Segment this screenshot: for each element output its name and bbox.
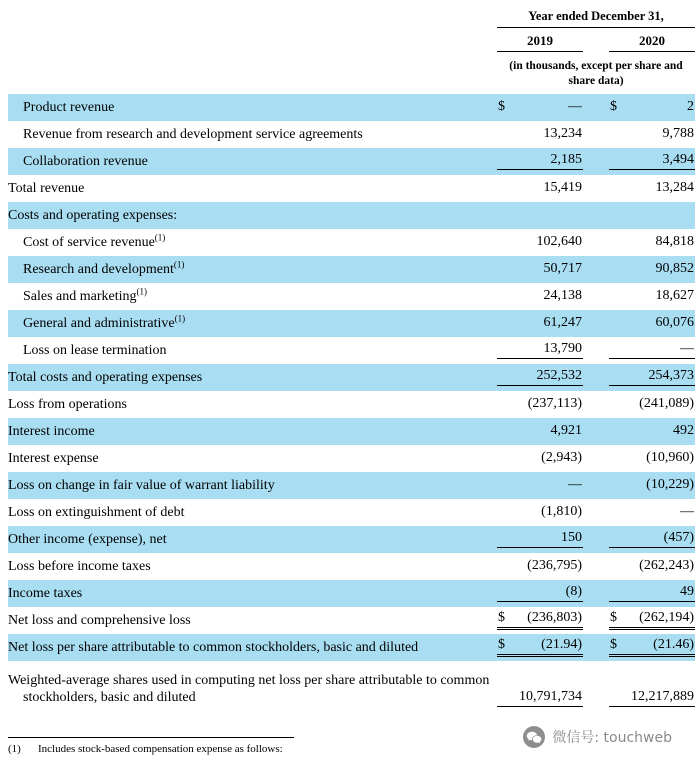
row-label: Cost of service revenue$^{(1)}$	[23, 231, 166, 250]
row-label: Total costs and operating expenses	[8, 369, 203, 385]
value: (262,194)	[639, 610, 694, 626]
value: (457)	[663, 530, 694, 546]
value: —	[568, 476, 582, 492]
value: 10,791,734	[519, 688, 582, 704]
value-cell-2020	[609, 584, 695, 602]
value: (10,960)	[646, 449, 694, 465]
year-column-2019: 2019	[497, 28, 583, 52]
table-row	[8, 445, 695, 472]
value: (236,803)	[527, 610, 582, 626]
value-cell-2019	[497, 341, 583, 359]
value-cell-2020	[609, 530, 695, 548]
value: 492	[673, 422, 694, 438]
value: (21.94)	[541, 637, 582, 653]
value-cell-2019	[497, 288, 583, 305]
value-cell-2019	[497, 315, 583, 332]
value-cell-2019	[497, 152, 583, 170]
value: 254,373	[648, 368, 694, 384]
table-header	[497, 4, 695, 89]
value: 2,185	[550, 152, 582, 168]
watermark-text: 微信号: touchweb	[552, 730, 672, 746]
footnote-ref: (1)	[136, 285, 148, 296]
value: 84,818	[655, 233, 694, 249]
row-label: Loss from operations	[8, 396, 127, 412]
value: 15,419	[543, 179, 582, 195]
value: 24,138	[543, 287, 582, 303]
dollar-sign: $	[498, 98, 505, 114]
value-cell-2019	[497, 610, 583, 630]
table-row	[8, 634, 695, 661]
period-label: Year ended December 31,	[528, 9, 664, 23]
value-cell-2019	[497, 234, 583, 251]
table-row	[8, 229, 695, 256]
footnote-text: Includes stock-based compensation expense as follows:	[38, 742, 283, 755]
footnote-ref: (1)	[173, 258, 185, 269]
table-row	[8, 121, 695, 148]
value: (10,229)	[646, 476, 694, 492]
value-cell-2019	[497, 368, 583, 386]
table-row	[8, 526, 695, 553]
period-header	[497, 4, 695, 28]
table-row	[8, 202, 695, 229]
value-cell-2020	[609, 610, 695, 630]
row-label: Collaboration revenue	[23, 153, 148, 169]
row-label: Net loss per share attributable to common stockholders, basic and diluted	[8, 639, 419, 655]
units-note: (in thousands, except per share and share data)	[509, 60, 683, 87]
footnote-ref: (1)	[154, 231, 166, 242]
row-label: Income taxes	[8, 585, 83, 601]
value: 150	[561, 530, 582, 546]
table-row	[8, 418, 695, 445]
value-cell-2019	[497, 558, 583, 575]
value: 3,494	[662, 152, 694, 168]
row-label: Net loss and comprehensive loss	[8, 612, 191, 628]
value: —	[680, 503, 694, 519]
value-cell-2019	[497, 637, 583, 657]
value: 2	[687, 98, 694, 114]
table-row	[8, 364, 695, 391]
value-cell-2019	[497, 689, 583, 707]
table-row	[8, 310, 695, 337]
row-label: Loss before income taxes	[8, 558, 151, 574]
value: 12,217,889	[631, 688, 694, 704]
value: —	[568, 98, 582, 114]
value-cell-2020	[609, 341, 695, 359]
value: 252,532	[536, 368, 582, 384]
value-cell-2020	[609, 477, 695, 494]
value-cell-2020	[609, 152, 695, 170]
footnote-ref: (1)	[174, 312, 186, 323]
row-label: Product revenue	[23, 99, 115, 115]
table-row	[8, 391, 695, 418]
wechat-icon	[522, 725, 546, 749]
value: 50,717	[543, 260, 582, 276]
value-cell-2019	[497, 477, 583, 494]
table-row	[8, 256, 695, 283]
value: 49	[680, 584, 694, 600]
table-row	[8, 607, 695, 634]
table-rows	[8, 94, 695, 713]
row-label: Weighted-average shares used in computing net loss per share attributable to common stockholders, basic and diluted	[8, 672, 490, 706]
dollar-sign: $	[498, 610, 505, 626]
value: (2,943)	[541, 449, 582, 465]
table-row	[8, 175, 695, 202]
value-cell-2020	[609, 315, 695, 332]
value: 60,076	[655, 314, 694, 330]
value-cell-2019	[497, 423, 583, 440]
table-row	[8, 337, 695, 364]
value-cell-2019	[497, 215, 583, 216]
value-cell-2020	[609, 689, 695, 707]
value-cell-2020	[609, 126, 695, 143]
value-cell-2019	[497, 99, 583, 116]
value-cell-2020	[609, 450, 695, 467]
value: (241,089)	[639, 395, 694, 411]
footnote-marker: (1)	[8, 742, 21, 755]
value-cell-2020	[609, 261, 695, 278]
value: 13,284	[655, 179, 694, 195]
dollar-sign: $	[498, 637, 505, 653]
value: 13,234	[543, 125, 582, 141]
value: 61,247	[543, 314, 582, 330]
table-row	[8, 283, 695, 310]
row-label: Research and development$^{(1)}$	[23, 258, 185, 277]
value: (236,795)	[527, 557, 582, 573]
value: (262,243)	[639, 557, 694, 573]
value-cell-2019	[497, 126, 583, 143]
value-cell-2020	[609, 215, 695, 216]
row-label: Revenue from research and development service agreements	[23, 126, 363, 142]
row-label: Loss on lease termination	[23, 342, 167, 358]
row-label: Interest income	[8, 423, 95, 439]
watermark	[522, 725, 672, 749]
value: 90,852	[655, 260, 694, 276]
value: 4,921	[550, 422, 582, 438]
table-row	[8, 553, 695, 580]
value-cell-2019	[497, 584, 583, 602]
value-cell-2020	[609, 99, 695, 116]
value: 9,788	[662, 125, 694, 141]
row-label: Other income (expense), net	[8, 531, 167, 547]
row-label: Loss on extinguishment of debt	[8, 504, 185, 520]
table-row	[8, 94, 695, 121]
value-cell-2019	[497, 180, 583, 197]
table-row	[8, 580, 695, 607]
value-cell-2019	[497, 530, 583, 548]
year-headers	[497, 28, 695, 52]
value-cell-2020	[609, 558, 695, 575]
table-row	[8, 472, 695, 499]
value-cell-2020	[609, 288, 695, 305]
dollar-sign: $	[610, 610, 617, 626]
value: 102,640	[536, 233, 582, 249]
value: 13,790	[543, 341, 582, 357]
value-cell-2020	[609, 637, 695, 657]
value-cell-2020	[609, 396, 695, 413]
value-cell-2020	[609, 423, 695, 440]
value: 18,627	[655, 287, 694, 303]
value-cell-2019	[497, 504, 583, 521]
value: (237,113)	[527, 395, 582, 411]
value: (21.46)	[653, 637, 694, 653]
value: —	[680, 341, 694, 357]
table-row	[8, 499, 695, 526]
row-label: Costs and operating expenses:	[8, 207, 178, 223]
row-label: Sales and marketing$^{(1)}$	[23, 285, 148, 304]
value-cell-2020	[609, 504, 695, 521]
row-label: General and administrative$^{(1)}$	[23, 312, 186, 331]
value-cell-2019	[497, 396, 583, 413]
value-cell-2020	[609, 368, 695, 386]
table-row	[8, 661, 695, 713]
table-row	[8, 148, 695, 175]
dollar-sign: $	[610, 98, 617, 114]
row-label: Total revenue	[8, 180, 85, 196]
value-cell-2019	[497, 261, 583, 278]
value: (8)	[565, 584, 582, 600]
value: (1,810)	[541, 503, 582, 519]
value-cell-2020	[609, 180, 695, 197]
row-label: Interest expense	[8, 450, 99, 466]
dollar-sign: $	[610, 637, 617, 653]
row-label: Loss on change in fair value of warrant liability	[8, 477, 275, 493]
value-cell-2019	[497, 450, 583, 467]
footnote-divider	[8, 737, 294, 738]
value-cell-2020	[609, 234, 695, 251]
year-column-2020: 2020	[609, 28, 695, 52]
